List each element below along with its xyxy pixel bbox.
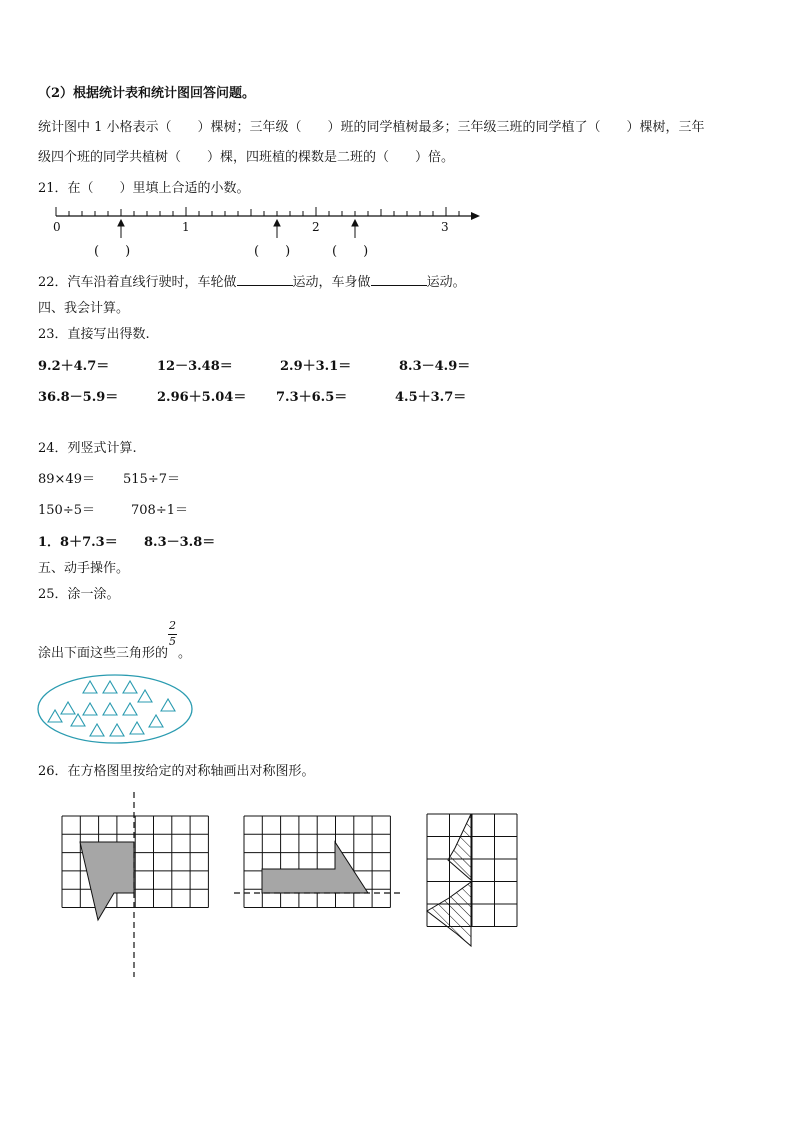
q20-part2-heading: （2）根据统计表和统计图回答问题。 [38,86,256,101]
q21-title: 21．在（ ）里填上合适的小数。 [38,181,250,196]
q23-r2-c1: 36.8－5.9＝ [38,390,119,405]
nl-blank-1[interactable]: ( ) [94,244,131,259]
triangle-icon [71,714,85,726]
q25-instruction-text: 涂出下面这些三角形的 [38,646,169,661]
q25-period: 。 [178,646,192,661]
symmetry-grid-2[interactable] [240,792,410,932]
q24-r2-c2: 708÷1＝ [131,503,188,518]
nl-blank-2[interactable]: ( ) [254,244,291,259]
q22-blank-body[interactable] [371,273,427,286]
nl-label-2: 2 [312,220,320,234]
triangle-icon [123,703,137,715]
fraction [168,619,178,657]
triangle-icon [149,715,163,727]
triangle-icon [123,681,137,693]
number-line-arrow [352,220,358,238]
q23-r2-c2: 2.96＋5.04＝ [157,390,247,405]
triangle-icon [83,681,97,693]
q20-line1: 统计图中 1 小格表示（ ）棵树；三年级（ ）班的同学植树最多；三年级三班的同学植了（ ）棵树，三年 [38,120,705,135]
q24-r2-c1: 150÷5＝ [38,503,95,518]
number-line-arrow [118,220,124,238]
q20-line2: 级四个班的同学共植树（ ）棵，四班植的棵数是二班的（ ）倍。 [38,150,455,165]
q23-title: 23．直接写出得数. [38,327,150,342]
q22-part-c: 运动。 [426,275,466,290]
symmetry-grid-1[interactable] [60,792,210,977]
q24-r3-c1: 1．8＋7.3＝ [38,535,118,550]
nl-blank-3[interactable]: ( ) [332,244,369,259]
triangle-icon [48,710,62,722]
hatched-shape-top [448,814,471,880]
triangle-icon [61,702,75,714]
fraction-denominator: 5 [169,635,177,648]
q22-line [38,271,466,290]
q23-r1-c4: 8.3－4.9＝ [399,359,471,374]
q22-part-b: 运动，车身做 [292,275,371,290]
section-4-heading: 四、我会计算。 [38,301,130,316]
shaded-shape-2 [262,842,368,893]
q25-instruction [38,619,192,661]
triangle-icon [110,724,124,736]
q23-r1-c1: 9.2＋4.7＝ [38,359,110,374]
q26-title: 26．在方格图里按给定的对称轴画出对称图形。 [38,764,315,779]
q24-r3-c2: 8.3－3.8＝ [144,535,216,550]
nl-label-1: 1 [182,220,190,234]
q23-r1-c3: 2.9＋3.1＝ [280,359,352,374]
triangle-icon [130,722,144,734]
triangle-icon [103,703,117,715]
nl-label-0: 0 [53,220,61,234]
nl-label-3: 3 [441,220,449,234]
q24-r1-c1: 89×49＝ [38,472,95,487]
triangle-icon [161,699,175,711]
triangle-icon [138,690,152,702]
q25-title: 25．涂一涂。 [38,587,120,602]
q22-part-a: 22．汽车沿着直线行驶时，车轮做 [38,275,237,290]
fraction-numerator: 2 [169,619,177,632]
q22-blank-wheel[interactable] [237,273,293,286]
triangle-icon [103,681,117,693]
q23-r2-c4: 4.5＋3.7＝ [395,390,467,405]
shaded-shape-1 [80,842,134,920]
q23-r2-c3: 7.3＋6.5＝ [276,390,348,405]
q24-r1-c2: 515÷7＝ [123,472,180,487]
number-line-arrow [274,220,280,238]
triangle-ellipse [37,673,197,745]
triangle-icon [90,724,104,736]
section-5-heading: 五、动手操作。 [38,561,130,576]
symmetry-grid-3[interactable] [425,812,525,952]
triangle-icon [83,703,97,715]
q23-r1-c2: 12－3.48＝ [157,359,233,374]
q24-title: 24．列竖式计算. [38,441,137,456]
number-line [56,204,496,234]
